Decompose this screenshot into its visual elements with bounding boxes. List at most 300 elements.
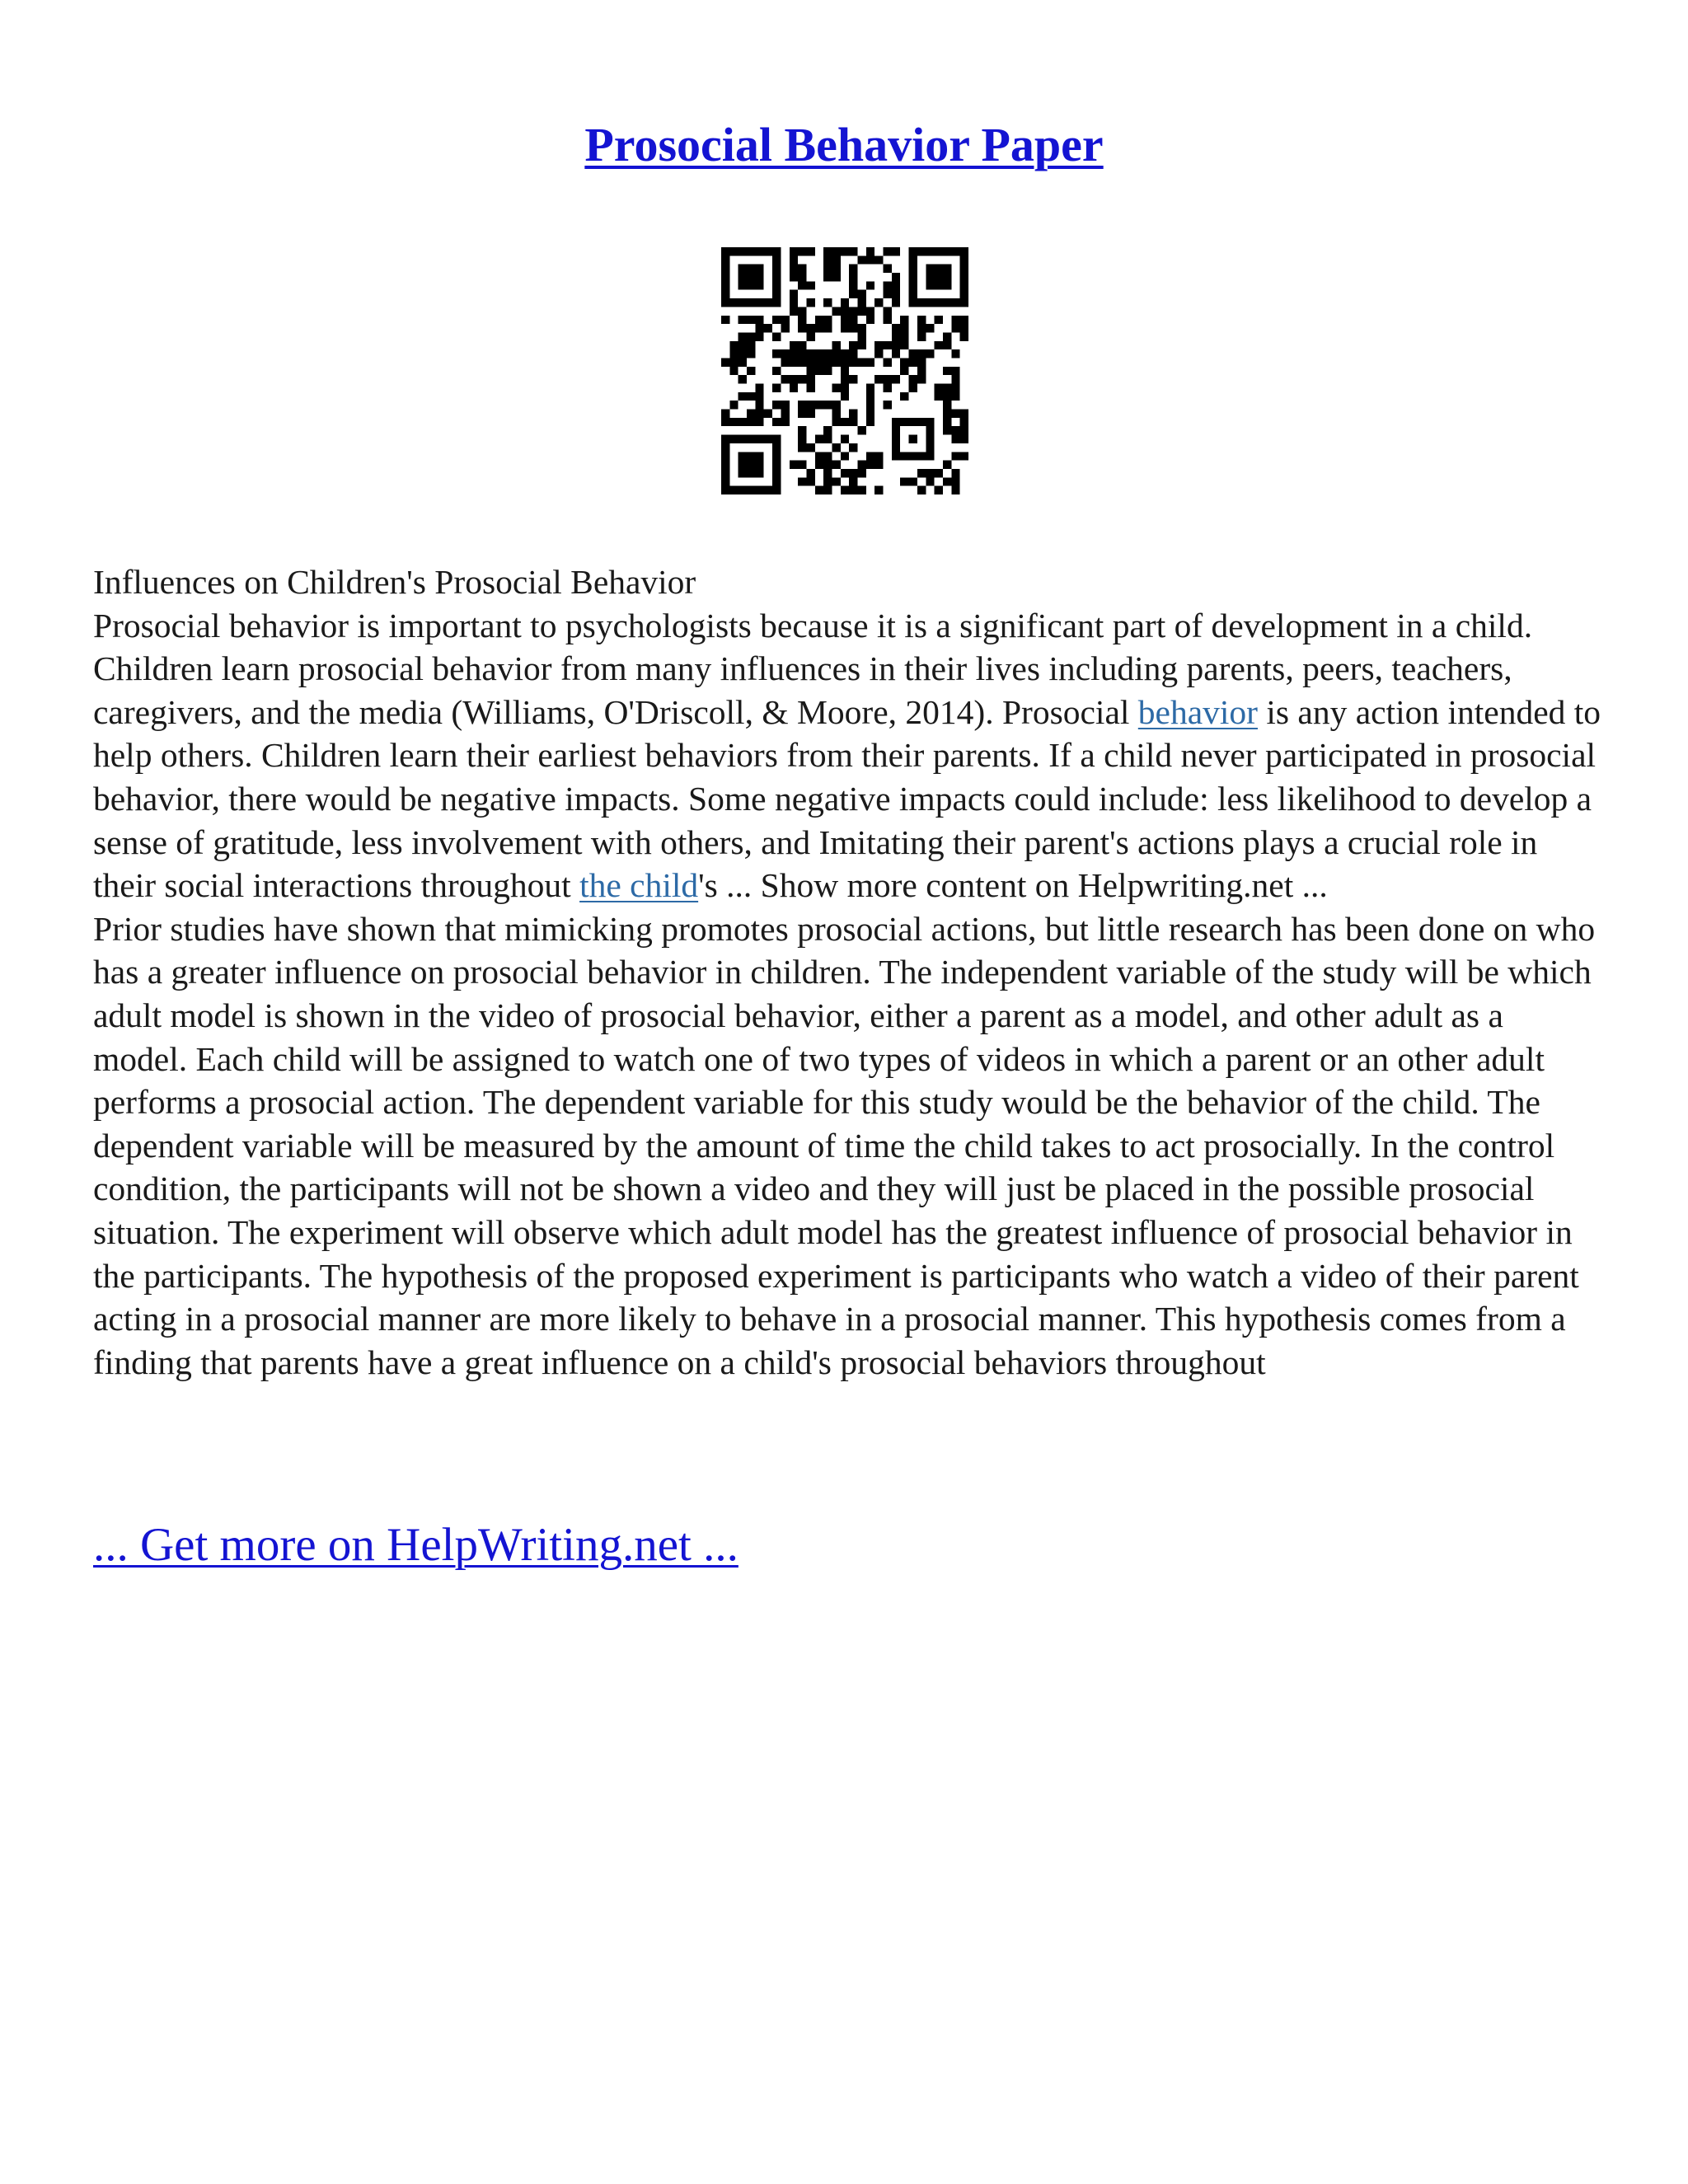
qr-module [798,341,806,349]
qr-module [849,307,857,315]
qr-module [849,486,857,494]
qr-module [892,273,900,281]
qr-module [849,469,857,477]
qr-module [798,375,806,383]
get-more-link[interactable]: ... Get more on HelpWriting.net ... [93,1519,738,1571]
qr-module [806,298,814,307]
qr-module [849,410,857,418]
qr-module [935,392,943,401]
qr-module [858,469,866,477]
qr-module [755,418,763,426]
qr-module [832,358,840,366]
qr-module [823,265,832,273]
qr-module [832,477,840,485]
qr-module [874,349,883,358]
qr-module [790,273,798,281]
qr-module [755,384,763,392]
qr-module [858,341,866,349]
qr-module [738,358,747,366]
qr-module [900,367,908,375]
qr-module [884,384,892,392]
qr-module [884,290,892,298]
qr-module [781,324,789,332]
qr-module [951,435,959,443]
qr-module [935,469,943,477]
qr-module [909,384,917,392]
article-heading: Influences on Children's Prosocial Behavior [93,563,696,601]
qr-module [858,461,866,469]
qr-module [900,332,908,340]
qr-module [798,265,806,273]
qr-module [900,392,908,401]
qr-module [747,341,755,349]
qr-module [823,461,832,469]
qr-module [798,401,806,409]
qr-module [815,401,823,409]
qr-module [951,452,959,460]
qr-module [806,477,814,485]
qr-module [858,358,866,366]
qr-module [943,418,951,426]
qr-module [884,401,892,409]
qr-module [772,349,781,358]
qr-module [841,358,849,366]
qr-module [917,358,926,366]
qr-module [866,316,874,324]
qr-module [772,367,781,375]
qr-module [832,349,840,358]
qr-module [917,349,926,358]
qr-module [841,247,849,255]
qr-module [815,367,823,375]
qr-module [917,469,926,477]
qr-module [806,247,814,255]
qr-module [815,461,823,469]
qr-module [806,332,814,340]
qr-module [798,281,806,289]
qr-module [926,324,934,332]
qr-module [849,316,857,324]
qr-module [884,307,892,315]
qr-module [747,410,755,418]
qr-module [884,375,892,383]
qr-module [823,349,832,358]
qr-module [832,273,840,281]
qr-module [943,367,951,375]
qr-module [866,358,874,366]
qr-module [892,332,900,340]
qr-module [951,324,959,332]
qr-module [951,477,959,485]
qr-module [806,281,814,289]
qr-module [729,341,738,349]
qr-module [729,358,738,366]
qr-module [747,316,755,324]
qr-module [832,255,840,264]
qr-module [806,410,814,418]
qr-module [943,410,951,418]
qr-module [909,375,917,383]
qr-module [841,392,849,401]
qr-module [755,410,763,418]
qr-module [815,316,823,324]
qr-module [943,401,951,409]
qr-module [738,316,747,324]
qr-module [755,392,763,401]
behavior-link[interactable]: behavior [1137,692,1258,731]
qr-module [951,349,959,358]
paragraph-1-part-1: Prosocial behavior is important to psychologists because it is a significant part of development in a child. Children learn prosocial behavior from many influences in their lives including parents, peers, teachers, caregivers, and the media (Williams, O'Driscoll, & Moore, 2014). Prosocial [93,606,1533,731]
qr-module [926,349,934,358]
qr-module [798,307,806,315]
qr-module [798,324,806,332]
qr-module [729,349,738,358]
qr-module [960,452,968,460]
qr-module [900,324,908,332]
qr-module [823,469,832,477]
qr-module [806,443,814,452]
qr-module [755,401,763,409]
title-link[interactable]: Prosocial Behavior Paper [584,118,1104,171]
qr-module [849,273,857,281]
qr-module [943,332,951,340]
qr-module [772,332,781,340]
qr-module [866,247,874,255]
qr-module [823,247,832,255]
qr-module [747,418,755,426]
qr-module [866,307,874,315]
qr-module [943,461,951,469]
qr-module [866,410,874,418]
qr-module [909,349,917,358]
qr-module [806,469,814,477]
qr-module [832,247,840,255]
qr-module [790,307,798,315]
qr-module [951,375,959,383]
qr-module [935,384,943,392]
qr-module [729,401,738,409]
qr-module [900,341,908,349]
qr-module [764,324,772,332]
qr-module [832,265,840,273]
qr-module [815,452,823,460]
qr-module [832,410,840,418]
qr-module [721,316,729,324]
qr-module [841,324,849,332]
qr-module [892,290,900,298]
qr-module [849,349,857,358]
qr-module [960,316,968,324]
qr-module [866,418,874,426]
qr-module [858,486,866,494]
qr-module [738,418,747,426]
qr-module [729,418,738,426]
qr-module [798,349,806,358]
qr-module [755,324,763,332]
page-title [0,115,1688,175]
qr-module [943,477,951,485]
qr-module [858,255,866,264]
qr-module [806,401,814,409]
qr-module [721,418,729,426]
qr-module [823,486,832,494]
qr-module [738,349,747,358]
qr-module [884,358,892,366]
qr-module [943,341,951,349]
qr-module [790,341,798,349]
qr-module [815,349,823,358]
qr-module [858,426,866,434]
qr-module [900,316,908,324]
qr-module [781,418,789,426]
qr-module [823,324,832,332]
qr-module [823,255,832,264]
qr-code-icon [721,247,968,494]
qr-module [858,324,866,332]
qr-module [874,255,883,264]
qr-module [781,375,789,383]
qr-module [874,486,883,494]
qr-module [781,358,789,366]
qr-module [790,358,798,366]
qr-module [798,358,806,366]
qr-module [960,418,968,426]
qr-module [951,426,959,434]
qr-module [790,384,798,392]
qr-module [798,410,806,418]
qr-module [960,426,968,434]
qr-module [781,401,789,409]
qr-module [892,247,900,255]
paragraph-1-part-2: is any action intended to help others. Children learn their earliest behaviors from their parents. If a child never participated in prosocial behavior, there would be negative impacts. Some negative impacts could include: less likelihood to develop a sense of gratitude, less involvement with others, and Imitating their parent's actions plays a crucial role in their social interactions throughout [93,692,1601,905]
qr-module [926,469,934,477]
qr-module [798,435,806,443]
qr-module [823,477,832,485]
qr-module [755,332,763,340]
qr-module [935,341,943,349]
qr-module [926,477,934,485]
qr-module [951,384,959,392]
qr-module [781,316,789,324]
qr-module [892,281,900,289]
qr-module [798,443,806,452]
qr-module [960,324,968,332]
qr-module [960,435,968,443]
qr-module [917,332,926,340]
qr-module [849,358,857,366]
qr-module [832,401,840,409]
qr-module [823,298,832,307]
qr-module [764,410,772,418]
qr-module [755,316,763,324]
qr-module [806,367,814,375]
qr-module [815,324,823,332]
qr-module [841,349,849,358]
qr-module [884,265,892,273]
the-child-link[interactable]: the child [579,866,699,905]
qr-module [823,316,832,324]
qr-module [790,375,798,383]
paragraph-1 [93,604,1601,907]
qr-module [935,316,943,324]
qr-module [721,358,729,366]
qr-module [729,367,738,375]
qr-module [832,341,840,349]
qr-module [738,375,747,383]
paragraph-2: Prior studies have shown that mimicking promotes prosocial actions, but little research has been done on who has a greater influence on prosocial behavior in children. The independent variable of the study will be which adult model is shown in the video of prosocial behavior, either a parent as a model, and other adult as a model. Each child will be assigned to watch one of two types of videos in which a parent or an other adult performs a prosocial action. The dependent variable for this study would be the behavior of the child. The dependent variable will be measured by the amount of time the child takes to act prosocially. In the control condition, the participants will not be shown a video and they will just be placed in the possible prosocial situation. The experiment will observe which adult model has the greatest influence of prosocial behavior in the participants. The hypothesis of the proposed experiment is participants who watch a video of their parent acting in a prosocial manner are more likely to behave in a prosocial manner. This hypothesis comes from a finding that parents have a great influence on a child's prosocial behaviors throughout [93,909,1596,1381]
qr-module [806,384,814,392]
qr-module [841,367,849,375]
qr-module [866,384,874,392]
qr-module [951,316,959,324]
qr-module [798,273,806,281]
qr-module [874,375,883,383]
qr-module [781,410,789,418]
qr-module [874,298,883,307]
qr-module [772,401,781,409]
qr-module [884,281,892,289]
qr-module [874,452,883,460]
qr-module [951,410,959,418]
qr-module [892,349,900,358]
qr-module [747,392,755,401]
qr-module [832,443,840,452]
qr-module [849,375,857,383]
qr-module [951,367,959,375]
qr-module [841,469,849,477]
qr-module [815,435,823,443]
qr-module [790,265,798,273]
qr-module [832,418,840,426]
qr-module [738,332,747,340]
qr-module [790,298,798,307]
qr-module [943,426,951,434]
qr-module [858,307,866,315]
qr-module [960,410,968,418]
qr-module [874,341,883,349]
qr-module [790,290,798,298]
qr-module [858,298,866,307]
qr-module [823,426,832,434]
qr-module [849,341,857,349]
qr-module [823,367,832,375]
qr-module [866,255,874,264]
qr-module [841,298,849,307]
qr-module [884,247,892,255]
qr-module [841,316,849,324]
qr-module [858,290,866,298]
qr-module [841,307,849,315]
qr-module [884,316,892,324]
qr-module [721,410,729,418]
qr-module [772,418,781,426]
qr-module [798,247,806,255]
qr-module [892,341,900,349]
qr-module [781,349,789,358]
qr-module [866,401,874,409]
qr-module [849,265,857,273]
qr-module [823,358,832,366]
qr-module [798,316,806,324]
qr-module [849,281,857,289]
qr-module [900,358,908,366]
qr-module [738,341,747,349]
qr-module [943,384,951,392]
qr-module [960,332,968,340]
qr-module [806,358,814,366]
qr-module [815,358,823,366]
qr-module [841,375,849,383]
qr-module [747,349,755,358]
qr-module [849,477,857,485]
qr-module [909,477,917,485]
qr-module [866,461,874,469]
get-more-link-container [93,1516,738,1574]
qr-module [892,375,900,383]
qr-module [917,486,926,494]
qr-module [832,384,840,392]
qr-module [866,392,874,401]
qr-module [832,461,840,469]
qr-module [951,486,959,494]
qr-module [858,332,866,340]
qr-module [790,247,798,255]
qr-module [747,332,755,340]
qr-module [806,375,814,383]
qr-module [798,426,806,434]
article-body [93,560,1601,1384]
qr-module [900,477,908,485]
qr-module [815,486,823,494]
qr-module [943,392,951,401]
qr-module [849,324,857,332]
qr-module [772,316,781,324]
qr-module [738,392,747,401]
qr-module [909,358,917,366]
qr-module [841,486,849,494]
qr-module [874,461,883,469]
qr-module [951,469,959,477]
qr-module [832,307,840,315]
qr-module [849,290,857,298]
qr-module [849,247,857,255]
qr-module [806,349,814,358]
paragraph-1-part-3: 's ... Show more content on Helpwriting.net ... [698,866,1328,905]
qr-module [917,324,926,332]
qr-module [917,367,926,375]
qr-module [823,273,832,281]
qr-module [849,443,857,452]
qr-module [935,486,943,494]
qr-module [841,452,849,460]
qr-module [917,316,926,324]
qr-module [892,324,900,332]
qr-module [841,418,849,426]
qr-module [772,384,781,392]
qr-module [884,341,892,349]
qr-module [806,324,814,332]
qr-module [798,477,806,485]
qr-module [790,461,798,469]
qr-module [841,435,849,443]
qr-module [790,255,798,264]
qr-module [866,281,874,289]
qr-module [917,375,926,383]
qr-module [823,401,832,409]
qr-module [841,384,849,392]
qr-module [866,452,874,460]
qr-module [823,452,832,460]
